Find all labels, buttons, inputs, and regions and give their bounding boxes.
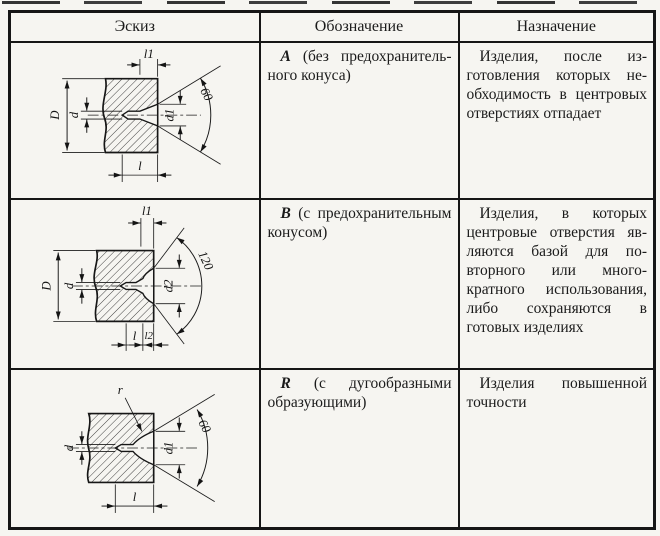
dim-label-l1: l1: [143, 47, 154, 62]
dim-label-l: l: [132, 490, 137, 505]
table-row-type-r: [10, 369, 655, 529]
dim-label-D: D: [39, 281, 54, 291]
designation-cell-r: [260, 369, 459, 529]
sketch-cell-r: [10, 369, 260, 529]
designation-text: (с дугообразными образующими): [267, 375, 452, 411]
column-header-purpose: Назначение: [459, 12, 655, 43]
column-header-designation: Обозначение: [260, 12, 459, 43]
purpose-cell-r: [459, 369, 655, 529]
designation-cell-a: [260, 42, 459, 199]
dim-l: [102, 484, 168, 513]
designation-text: (без предохранительного конуса): [267, 48, 452, 84]
designation-letter: R: [280, 375, 291, 392]
dim-label-d1: d1: [161, 441, 176, 455]
center-hole-drawing-type-b: [11, 200, 257, 368]
dim-l1: [128, 204, 166, 248]
sketch-cell-b: [10, 199, 260, 369]
center-hole-drawing-type-r: [11, 370, 257, 527]
scan-artifact-line: [2, 1, 658, 4]
dim-label-d2: d2: [161, 279, 176, 293]
header-row: [10, 12, 655, 43]
angle-label-60: 60: [197, 85, 216, 104]
designation-letter: A: [280, 48, 291, 65]
purpose-text: Изделия, в которых центровые отверстия являются базой для повторного или многократного использования, либо сохраняются в готовых изделиях: [466, 205, 647, 336]
sketch-cell-a: [10, 42, 260, 199]
column-header-sketch: Эскиз: [10, 12, 260, 43]
dim-label-l: l: [138, 159, 142, 174]
dim-label-l2: l2: [144, 330, 153, 343]
purpose-cell-a: [459, 42, 655, 199]
dim-label-l: l: [132, 329, 137, 344]
angle-label-60: 60: [195, 417, 214, 436]
dim-label-d1: d1: [162, 108, 177, 122]
dim-label-l1: l1: [141, 204, 152, 219]
dim-label-D: D: [48, 110, 63, 120]
designation-cell-b: [260, 199, 459, 369]
dim-label-d: d: [61, 444, 76, 452]
center-hole-drawing-type-a: [11, 43, 257, 198]
angle-label-120: 120: [195, 248, 217, 273]
center-holes-table: [8, 10, 656, 530]
designation-text: (с предохранительным конусом): [267, 205, 452, 241]
purpose-text: Изделия, после изготовления которых необходимость в центровых отверстиях отпадает: [466, 48, 647, 122]
purpose-text: Изделия повышенной точности: [466, 375, 647, 411]
radius-label-r: r: [117, 382, 123, 397]
dim-l: [108, 154, 171, 182]
dim-l1: [127, 47, 170, 77]
dim-l-l2: [111, 323, 168, 351]
purpose-cell-b: [459, 199, 655, 369]
designation-letter: B: [280, 205, 291, 222]
dim-label-d: d: [61, 282, 76, 290]
table-row-type-b: [10, 199, 655, 369]
dim-label-d: d: [66, 111, 81, 119]
table-row-type-a: [10, 42, 655, 199]
